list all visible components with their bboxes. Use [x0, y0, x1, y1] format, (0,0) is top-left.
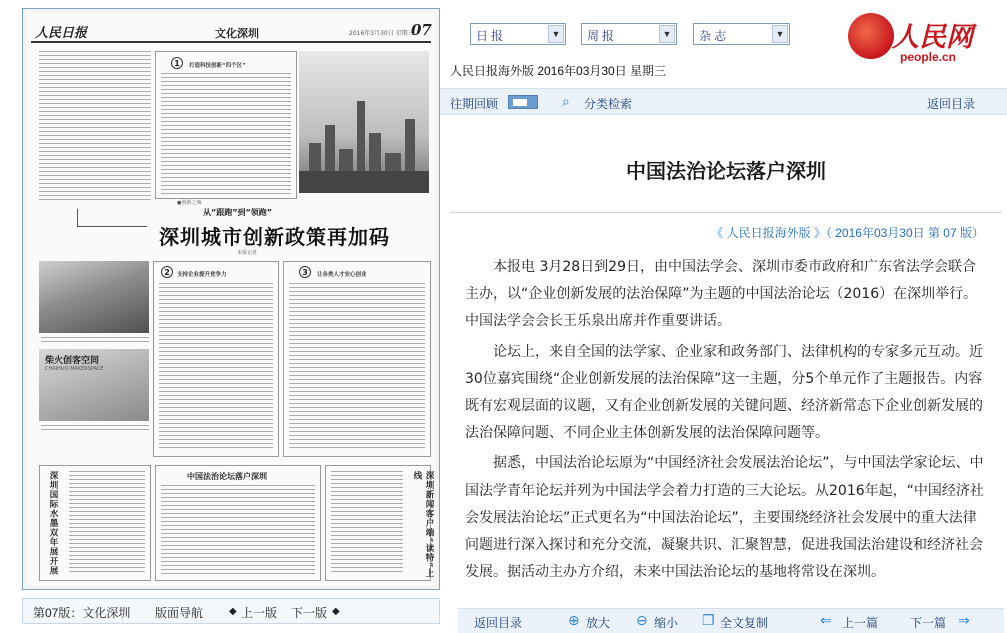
subheading-1: 打造科技创新“四个区”: [189, 63, 246, 69]
logo-text-cn: 人民网: [892, 22, 973, 53]
article-body: [465, 254, 985, 589]
next-page-link[interactable]: 下一版: [291, 606, 328, 620]
newspaper-masthead: [31, 21, 431, 43]
zoom-out-button[interactable]: 缩小: [654, 616, 679, 630]
makerspace-sign-en: CHAIHUO MAKERSPACE: [45, 366, 104, 372]
chevron-down-icon[interactable]: ▼: [548, 25, 564, 43]
weekly-edition-value: 周报: [587, 29, 618, 43]
text-block: [39, 51, 151, 201]
newspaper-kicker: 从“跟跑”到“领跑”: [203, 208, 273, 217]
zoom-in-icon[interactable]: ⊕: [568, 612, 580, 628]
text-block: [161, 73, 291, 195]
logo-mark-icon: [848, 13, 894, 59]
number-badge: 3: [299, 266, 311, 278]
article-source[interactable]: 《 人民日报海外版 》（ 2016年03月30日 第 07 版）: [711, 226, 984, 240]
city-skyline-photo: [299, 51, 429, 193]
logo-text-en: people.cn: [900, 50, 957, 64]
copy-icon[interactable]: ❐: [702, 612, 715, 628]
prev-article-icon[interactable]: ⇐: [820, 612, 832, 628]
bottom-left-headline: 深圳国际水墨双年展开展: [48, 471, 58, 576]
text-block: [289, 283, 425, 451]
bottom-center-headline: 中国法治论坛落户深圳: [187, 471, 267, 481]
next-article-button[interactable]: 下一篇: [910, 616, 947, 630]
weekly-edition-select[interactable]: [581, 23, 677, 45]
makerspace-photo: [39, 349, 149, 421]
copy-all-button[interactable]: 全文复制: [720, 616, 769, 630]
newspaper-section-title: 文化深圳: [215, 27, 259, 40]
subheading-3: 让各类人才安心创业: [317, 272, 367, 278]
current-page-label: 第07版：文化深圳: [33, 606, 131, 620]
newspaper-page-frame[interactable]: [22, 8, 440, 590]
newspaper-page-number: 07: [411, 21, 432, 39]
newspaper-date: 2016年3月30日 星期三: [349, 30, 414, 37]
event-photo: [39, 261, 149, 333]
top-toolbar: [440, 88, 1007, 115]
newspaper-logo: 人民日报: [35, 26, 88, 41]
magazine-select[interactable]: [693, 23, 790, 45]
text-block: [331, 471, 403, 575]
bottom-right-headline: 深圳新闻客户端“读特”上线: [412, 471, 434, 578]
magazine-value: 杂志: [699, 29, 730, 43]
edition-date-line: 人民日报海外版 2016年03月30日 星期三: [450, 64, 667, 78]
column-label: ●创新之城: [177, 200, 202, 206]
divider: [450, 212, 1002, 213]
search-icon[interactable]: ⌕: [562, 93, 570, 109]
back-to-index-button[interactable]: 返回目录: [474, 616, 523, 630]
number-badge: 2: [161, 266, 173, 278]
prev-page-arrow-icon[interactable]: ◆: [229, 606, 237, 617]
article-toolbar: [458, 608, 1004, 633]
daily-edition-select[interactable]: [470, 23, 566, 45]
prev-page-link[interactable]: 上一版: [241, 606, 278, 620]
layout-nav-link[interactable]: 版面导航: [155, 606, 204, 620]
article-paragraph: 本报电 3月28日到29日，由中国法学会、深圳市委市政府和广东省法学会联合主办，以“企业创新发展的法治保障”为主题的中国法治论坛（2016）在深圳举行。中国法学会会长王乐泉出席并作重要讲话。: [465, 259, 978, 330]
daily-edition-value: 日报: [476, 29, 507, 43]
page-navigation-bar: [22, 598, 440, 624]
zoom-out-icon[interactable]: ⊖: [636, 612, 648, 628]
chevron-down-icon[interactable]: ▼: [659, 25, 675, 43]
byline: 本报记者: [237, 250, 258, 256]
article-paragraph: 论坛上，来自全国的法学家、企业家和政务部门、法律机构的专家多元互动。近30位嘉宾围绕“企业创新发展的法治保障”这一主题，分5个单元作了主题报告。内容既有宏观层面的议题，又有企业创新发展的关键问题、经济新常态下企业创新发展的法治保障问题、不同企业主体创新发展的法治保障问题等。: [465, 343, 983, 442]
photo-caption: [41, 337, 149, 345]
article-paragraph: 据悉，中国法治论坛原为“中国经济社会发展法治论坛”，与中国法学家论坛、中国法学青年论坛并列为中国法学会着力打造的三大论坛。从2016年起，“中国经济社会发展法治论坛”正式更名为“中国法治论坛”，主要围绕经济社会发展中的重大法律问题进行深入探讨和充分交流，凝聚共识、汇聚智慧，促进我国法治建设和经济社会发展。据活动主办方介绍，未来中国法治论坛的基地将常设在深圳。: [465, 455, 984, 581]
newspaper-headline: 深圳城市创新政策再加码: [159, 225, 390, 249]
subheading-2: 支持企业提升竞争力: [177, 272, 227, 278]
newspaper-page-image[interactable]: [27, 13, 435, 585]
next-article-icon[interactable]: ⇒: [958, 612, 970, 628]
text-block: [161, 485, 315, 575]
number-badge: 1: [171, 57, 183, 69]
headline-bracket: [77, 209, 147, 227]
people-cn-logo[interactable]: [848, 10, 988, 70]
back-to-index-link[interactable]: 返回目录: [927, 97, 976, 111]
text-block: [69, 471, 145, 575]
zoom-in-button[interactable]: 放大: [586, 616, 611, 630]
makerspace-sign: 柴火创客空间: [45, 356, 100, 366]
calendar-icon[interactable]: [508, 95, 538, 109]
photo-caption: [41, 425, 149, 433]
chevron-down-icon[interactable]: ▼: [772, 25, 788, 43]
category-search-link[interactable]: 分类检索: [584, 97, 633, 111]
prev-article-button[interactable]: 上一篇: [842, 616, 879, 630]
article-title: 中国法治论坛落户深圳: [626, 159, 826, 183]
next-page-arrow-icon[interactable]: ◆: [332, 606, 340, 617]
text-block: [159, 283, 273, 451]
past-issues-link[interactable]: 往期回顾: [450, 97, 499, 111]
